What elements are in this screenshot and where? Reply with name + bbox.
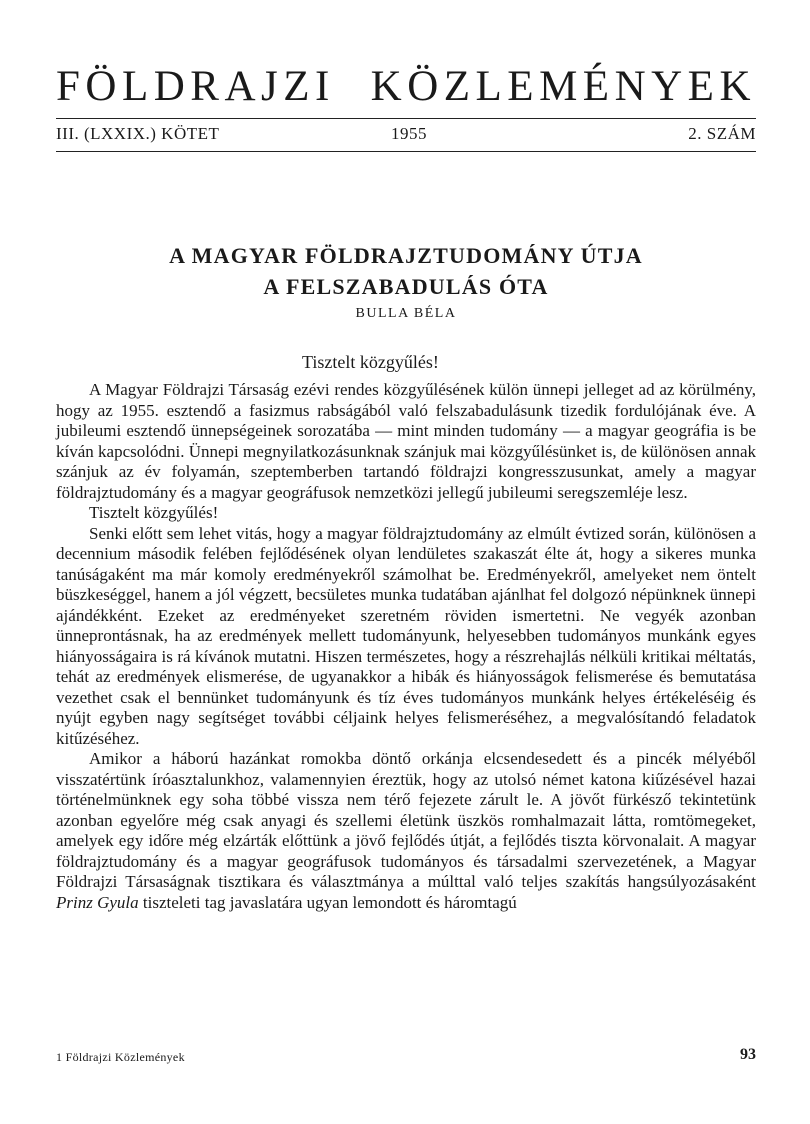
paragraph-last	[56, 749, 756, 913]
person-name: Prinz Gyula	[56, 892, 139, 912]
paragraph: A Magyar Földrajzi Társaság ezévi rendes közgyűlésének külön ünnepi jelleget ad az körülmény, hogy az 1955. esztendő a fasizmus rabságából való felszabadulásunk tizedik fordulójának éve. A jubileumi esztendő ünnepségeinek sorozatába — mint minden tudomány — a magyar geográfia is be kíván kapcsolódni. Ünnepi megnyilatkozásunknak szánjuk mai közgyűlésünket is, de különösen annak szánjuk az év folyamán, szeptemberben tartandó földrajzi kongresszusunkat, amely a magyar földrajztudomány és a magyar geográfusok nemzetközi jellegű jubileumi seregszemléje lesz.	[56, 380, 756, 502]
year-label: 1955	[391, 124, 427, 143]
paragraph-text: Amikor a háború hazánkat romokba döntő orkánja elcsendesedett és a pincék mélyéből visszatértünk íróasztalunkhoz, valamennyien éreztük, hogy az utolsó német katona kiűzésével hazai történelmünknek egy soha többé vissza nem térő fejezete zárult le. A jövőt fürkésző tekintetünk azonban egyelőre még csak anyagi és szellemi életünk üszkös romhalmazait látta, romtömegeket, amelyek egy időre még elzárták előttünk a jövő fejlődés útját, a fejlődés tiszta körvonalait. A magyar földrajztudomány és a magyar geográfusok tudományos és társadalmi szervezetének, a Magyar Földrajzi Társaságnak tisztikara és választmánya a múlttal való teljes szakítás hangsúlyozásaként	[56, 749, 756, 891]
journal-title: FÖLDRAJZI KÖZLEMÉNYEK	[56, 63, 756, 110]
volume-label: III. (LXXIX.) KÖTET	[56, 124, 220, 143]
author-name: BULLA BÉLA	[355, 306, 457, 321]
header-bottom-rule	[56, 151, 756, 152]
issue-info-row	[56, 124, 756, 148]
paragraph-salutation: Tisztelt közgyűlés!	[89, 503, 219, 522]
page-number: 93	[740, 1046, 756, 1063]
article-body	[56, 380, 756, 913]
paragraph: Senki előtt sem lehet vitás, hogy a magyar földrajztudomány az elmúlt évtized során, különösen a decennium második felében fejlődésének olyan lendületes szakaszát élte át, hogy a sikeres munka tanúságaként ma már komoly eredményekről számolhat be. Eredményekről, amelyeket nem öntelt büszkeséggel, hanem a jól végzett, becsületes munka tudatában ajánlhat fel dolgozó népünknek ünnepi ajándékként. Ezeket az eredményeket szeretném röviden ismertetni. Ne vegyék azonban ünneprontásnak, ha az eredmények mellett tudományunk, helyesebben tudományos munkánk egyes hiányosságaira is rá kívánok mutatni. Hiszen természetes, hogy a részrehajlás nélküli kritikai méltatás, tehát az eredmények elismerése, de ugyanakkor a hibák és hiányosságok felismerése és bemutatása vezethet csak el bennünket tudományunk és tíz éves tudományos munkánk helyes értékeléséig és nyújt egyben nagy segítséget további céljaink helyes felismeréséhez, a megvalósítandó feladatok kitűzéséhez.	[56, 523, 756, 748]
header-top-rule	[56, 118, 756, 119]
article-title-line-2: A FELSZABADULÁS ÓTA	[263, 274, 549, 299]
signature-mark: 1 Földrajzi Közlemények	[56, 1050, 185, 1064]
paragraph-tail: tiszteleti tag javaslatára ugyan lemondott és háromtagú	[142, 892, 517, 912]
article-title	[56, 240, 756, 302]
greeting: Tisztelt közgyűlés!	[302, 352, 439, 372]
article-title-line-1: A MAGYAR FÖLDRAJZTUDOMÁNY ÚTJA	[169, 243, 643, 268]
page-footer	[56, 1046, 756, 1066]
issue-number-label: 2. SZÁM	[688, 124, 756, 143]
